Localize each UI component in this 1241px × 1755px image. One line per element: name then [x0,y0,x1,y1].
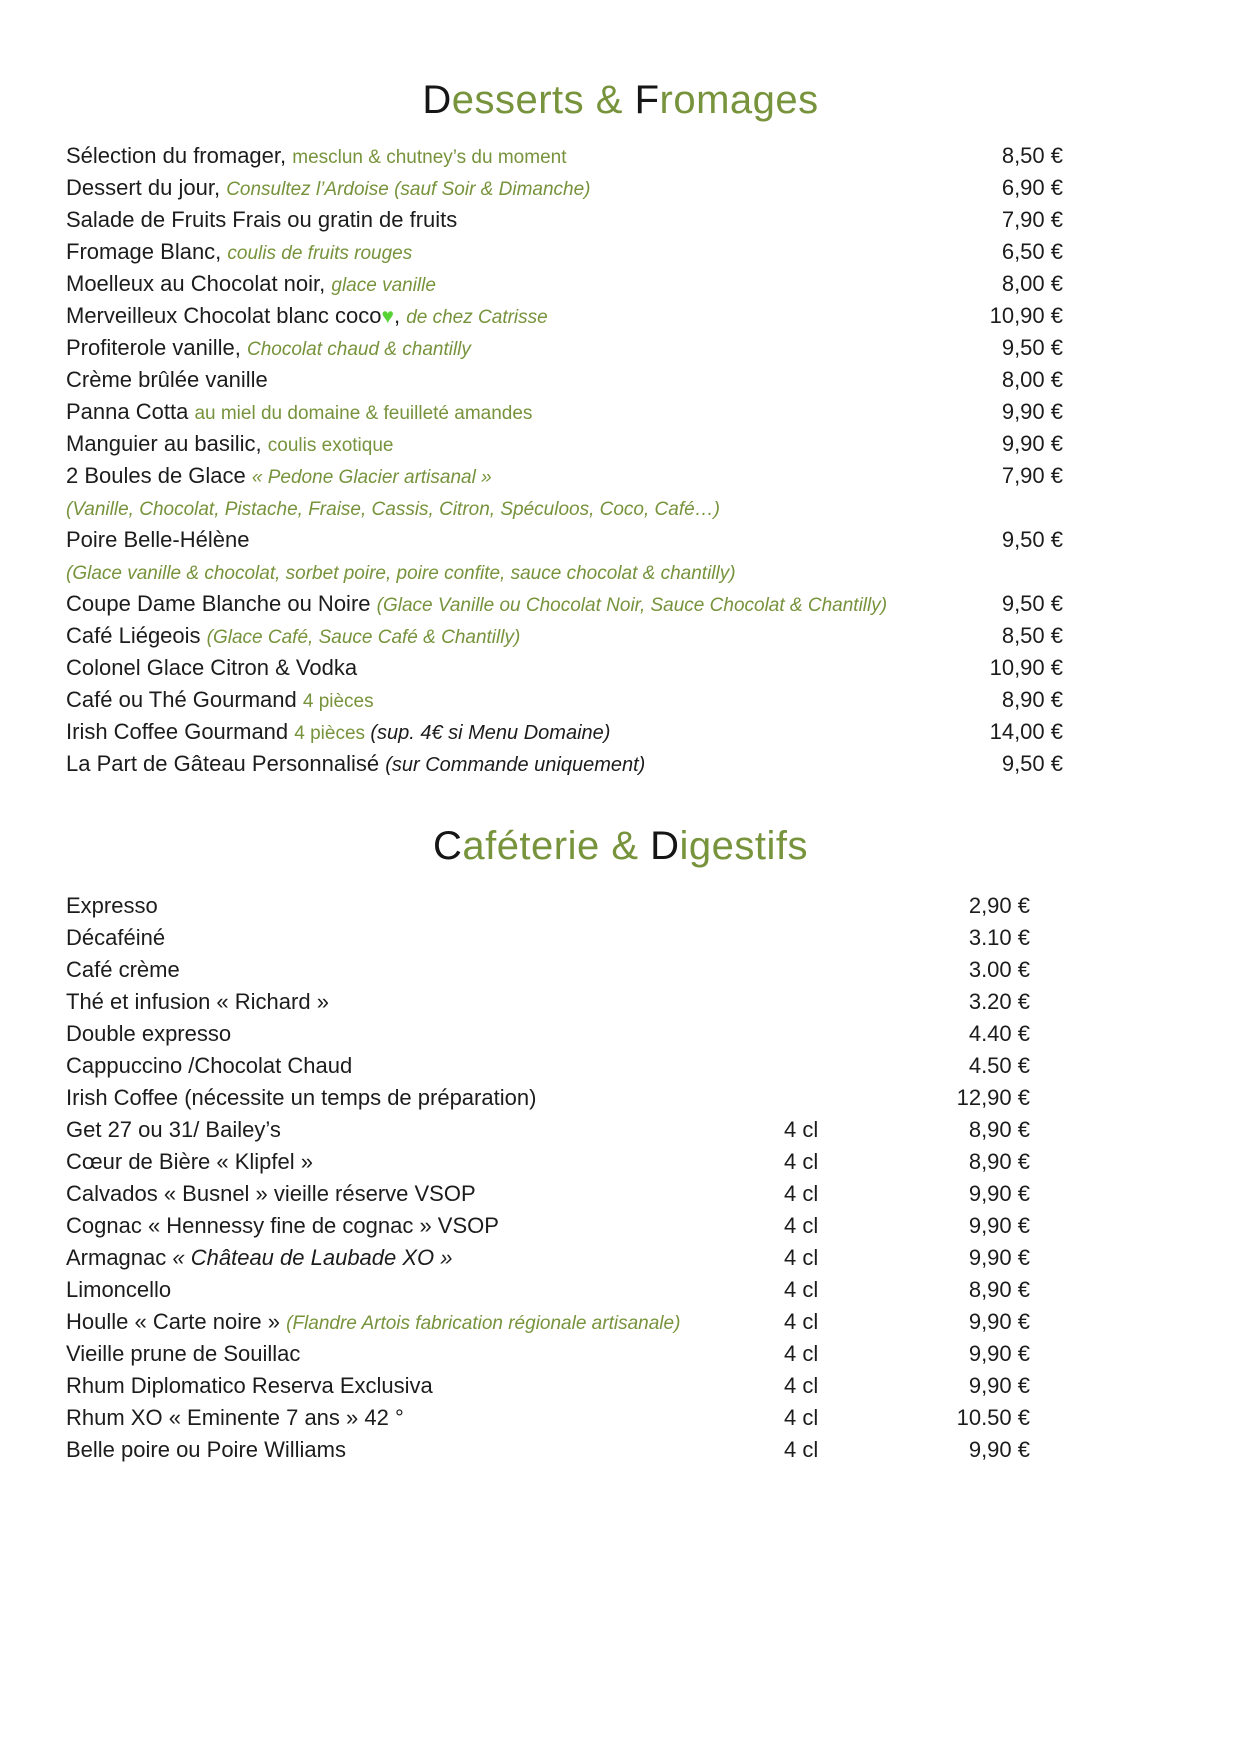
item-segment: Café Liégeois [66,623,207,648]
item-segment: Double expresso [66,1021,232,1046]
item-segment: au miel du domaine & feuilleté amandes [194,403,533,424]
item-price: 9,90 € [968,1437,1030,1462]
menu-item-row [66,588,1175,620]
item-text [66,922,770,954]
item-text [66,1018,770,1050]
menu-item-row [66,1242,1175,1274]
item-volume: 4 cl [784,1309,819,1334]
item-text [66,620,933,654]
item-price: 8,90 € [968,1149,1030,1174]
item-text [66,300,933,334]
item-price: 4.40 € [968,1021,1030,1046]
item-segment: Cognac « Hennessy fine de cognac » VSOP [66,1213,499,1238]
item-text [66,1274,770,1306]
item-price: 9,50 € [1001,527,1063,552]
item-price: 9,50 € [1001,335,1063,360]
item-segment: Irish Coffee (nécessite un temps de préparation) [66,1085,537,1110]
item-text [66,748,933,781]
item-text [66,236,933,270]
item-segment: « Château de Laubade XO » [172,1245,453,1270]
item-segment: Consultez l’Ardoise (sauf Soir & Dimanche) [226,179,591,200]
item-segment: Moelleux au Chocolat noir, [66,271,332,296]
item-text [66,588,933,622]
item-price: 9,90 € [968,1213,1030,1238]
menu-item-row [66,332,1175,364]
item-segment: Fromage Blanc, [66,239,228,264]
item-text [66,140,933,174]
item-segment: Profiterole vanille, [66,335,247,360]
menu-item-row [66,954,1175,986]
item-price: 9,90 € [968,1245,1030,1270]
menu-item-row [66,396,1175,428]
item-segment: Cœur de Bière « Klipfel » [66,1149,313,1174]
item-segment: Café crème [66,957,180,982]
menu-item-row [66,652,1175,684]
item-segment: coulis de fruits rouges [227,243,413,264]
item-text [66,556,933,590]
item-price: 8,90 € [968,1117,1030,1142]
menu-item-row [66,1370,1175,1402]
item-segment: mesclun & chutney’s du moment [292,147,567,168]
menu-item-row [66,236,1175,268]
menu-item-row [66,748,1175,780]
item-price: 8,90 € [968,1277,1030,1302]
menu-item-row [66,1402,1175,1434]
item-segment: Cappuccino /Chocolat Chaud [66,1053,353,1078]
item-segment: Vieille prune de Souillac [66,1341,301,1366]
item-price: 3.10 € [968,925,1030,950]
menu-item-row [66,364,1175,396]
item-price: 2,90 € [968,893,1030,918]
item-segment: Salade de Fruits Frais ou gratin de fruits [66,207,458,232]
item-text [66,684,933,718]
item-segment: (Vanille, Chocolat, Pistache, Fraise, Cassis, Citron, Spéculoos, Coco, Café…) [66,499,721,520]
item-segment: (Glace vanille & chocolat, sorbet poire, poire confite, sauce chocolat & chantilly) [66,563,736,584]
section-desserts-fromages [66,78,1175,780]
item-description-line [66,492,1175,524]
item-segment: (sup. 4€ si Menu Domaine) [370,722,611,744]
item-segment: (Flandre Artois fabrication régionale artisanale) [286,1313,681,1334]
item-text [66,428,933,462]
section-title-desserts-fromages [66,78,1175,122]
item-price: 8,50 € [1001,143,1063,168]
item-text [66,1114,770,1146]
item-segment: Dessert du jour, [66,175,227,200]
item-text [66,1178,770,1210]
item-segment: Irish Coffee Gourmand [66,719,295,744]
item-price: 9,90 € [1001,431,1063,456]
item-segment: Belle poire ou Poire Williams [66,1437,346,1462]
item-volume: 4 cl [784,1213,819,1238]
menu-item-row [66,1114,1175,1146]
title-segment: C [432,824,463,868]
item-price: 10,90 € [989,655,1063,680]
item-text [66,332,933,366]
item-text [66,1370,770,1402]
item-text [66,1434,770,1466]
item-text [66,716,933,750]
item-text [66,954,770,986]
item-price: 9,90 € [1001,399,1063,424]
item-text [66,1082,770,1114]
item-text [66,364,933,396]
section-cafeterie-digestifs [66,824,1175,1466]
item-segment: Poire Belle-Hélène [66,527,250,552]
item-segment: Panna Cotta [66,399,195,424]
item-price: 9,90 € [968,1373,1030,1398]
title-segment: D [650,824,680,868]
item-price: 3.00 € [968,957,1030,982]
item-segment: Colonel Glace Citron & Vodka [66,655,358,680]
title-segment: esserts & [451,78,635,122]
item-volume: 4 cl [784,1277,819,1302]
item-text [66,1306,770,1340]
item-text [66,172,933,206]
item-price: 9,50 € [1001,751,1063,776]
item-price: 10,90 € [989,303,1063,328]
menu-item-row [66,460,1175,492]
item-price: 3.20 € [968,989,1030,1014]
item-price: 8,90 € [1001,687,1063,712]
item-description-line [66,556,1175,588]
section-title-cafeterie-digestifs [66,824,1175,868]
menu-item-row [66,204,1175,236]
menu-item-row [66,1434,1175,1466]
item-segment: 4 pièces [302,691,374,712]
menu-item-row [66,922,1175,954]
item-segment: glace vanille [331,275,436,296]
menu-item-row [66,300,1175,332]
menu-item-row [66,1274,1175,1306]
item-segment: Rhum Diplomatico Reserva Exclusiva [66,1373,433,1398]
item-text [66,1242,770,1274]
item-text [66,986,770,1018]
item-text [66,524,933,556]
item-price: 8,00 € [1001,271,1063,296]
menu-item-row [66,524,1175,556]
item-volume: 4 cl [784,1117,819,1142]
item-text [66,492,933,526]
item-text [66,890,770,922]
title-segment: D [422,78,452,122]
item-segment: La Part de Gâteau Personnalisé [66,751,386,776]
item-price: 8,50 € [1001,623,1063,648]
title-segment: F [634,78,660,122]
item-segment: Crème brûlée vanille [66,367,268,392]
item-volume: 4 cl [784,1341,819,1366]
menu-item-row [66,428,1175,460]
item-volume: 4 cl [784,1405,819,1430]
item-segment: coulis exotique [267,435,394,456]
menu-item-row [66,1338,1175,1370]
item-segment: Armagnac [66,1245,173,1270]
menu-item-row [66,1018,1175,1050]
menu-item-row [66,620,1175,652]
menu-item-row [66,1178,1175,1210]
menu-item-row [66,1146,1175,1178]
item-segment: (Glace Vanille ou Chocolat Noir, Sauce Chocolat & Chantilly) [376,595,888,616]
item-segment: Manguier au basilic, [66,431,268,456]
item-segment: Coupe Dame Blanche ou Noire [66,591,377,616]
item-text [66,652,933,684]
item-text [66,204,933,236]
item-price: 9,50 € [1001,591,1063,616]
item-segment: Limoncello [66,1277,172,1302]
item-price: 9,90 € [968,1181,1030,1206]
item-segment: Merveilleux Chocolat blanc coco [66,303,382,328]
menu-item-row [66,716,1175,748]
item-segment: (sur Commande uniquement) [385,754,646,776]
item-segment: Sélection du fromager, [66,143,293,168]
item-segment: 4 pièces [294,723,371,744]
item-segment: « Pedone Glacier artisanal » [251,467,492,488]
title-segment: igestifs [679,824,809,868]
item-text [66,1050,770,1082]
menu-item-row [66,268,1175,300]
item-price: 8,00 € [1001,367,1063,392]
item-segment: (Glace Café, Sauce Café & Chantilly) [206,627,521,648]
item-price: 6,90 € [1001,175,1063,200]
item-price: 9,90 € [968,1341,1030,1366]
item-price: 6,50 € [1001,239,1063,264]
item-price: 9,90 € [968,1309,1030,1334]
item-price: 12,90 € [956,1085,1030,1110]
title-segment: aféterie & [462,824,651,868]
item-volume: 4 cl [784,1437,819,1462]
item-segment: Get 27 ou 31/ Bailey’s [66,1117,281,1142]
item-volume: 4 cl [784,1149,819,1174]
item-text [66,1210,770,1242]
item-segment: Thé et infusion « Richard » [66,989,329,1014]
item-segment: Décaféiné [66,925,166,950]
item-segment: Houlle « Carte noire » [66,1309,287,1334]
menu-item-row [66,172,1175,204]
menu-item-row [66,986,1175,1018]
item-price: 7,90 € [1001,207,1063,232]
item-price: 10.50 € [956,1405,1030,1430]
item-volume: 4 cl [784,1373,819,1398]
item-segment: Calvados « Busnel » vieille réserve VSOP [66,1181,476,1206]
menu-item-row [66,1082,1175,1114]
item-segment: Chocolat chaud & chantilly [246,339,471,360]
green-heart-icon: ♥ [381,305,394,328]
menu-item-row [66,140,1175,172]
item-price: 4.50 € [968,1053,1030,1078]
item-text [66,1402,770,1434]
item-text [66,460,933,494]
item-volume: 4 cl [784,1245,819,1270]
item-segment: 2 Boules de Glace [66,463,252,488]
item-text [66,396,933,430]
item-segment: de chez Catrisse [406,307,548,328]
menu-item-row [66,1306,1175,1338]
item-text [66,268,933,302]
item-price: 7,90 € [1001,463,1063,488]
menu-item-row [66,684,1175,716]
menu-item-row [66,890,1175,922]
item-price: 14,00 € [989,719,1063,744]
item-text [66,1338,770,1370]
menu-item-row [66,1050,1175,1082]
item-segment: Café ou Thé Gourmand [66,687,303,712]
item-segment: Expresso [66,893,158,918]
item-segment: , [393,303,407,328]
item-text [66,1146,770,1178]
item-segment: Rhum XO « Eminente 7 ans » 42 ° [66,1405,404,1430]
item-volume: 4 cl [784,1181,819,1206]
title-segment: romages [659,78,819,122]
menu-item-row [66,1210,1175,1242]
